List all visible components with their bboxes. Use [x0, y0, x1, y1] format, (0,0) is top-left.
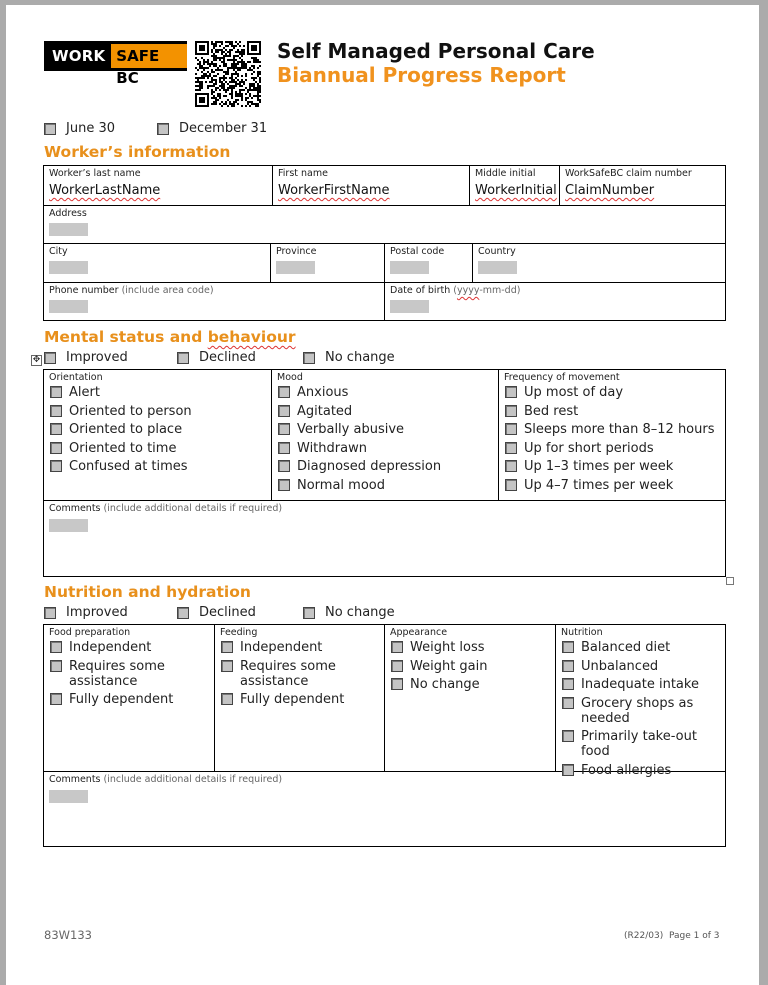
checkbox-option[interactable]	[50, 441, 192, 456]
worksafebc-logo	[44, 41, 187, 87]
nutrition-comments-hint: (include additional details if required)	[103, 774, 283, 785]
checkbox-option[interactable]	[50, 385, 192, 400]
movement-label: Frequency of movement	[504, 372, 620, 383]
option-label: Confused at times	[69, 459, 188, 474]
mental-improved-label: Improved	[66, 350, 128, 365]
nutrition-comments-field[interactable]	[49, 790, 88, 803]
option-checkbox[interactable]	[391, 660, 403, 672]
page-subtitle: Biannual Progress Report	[277, 63, 566, 87]
option-label: Fully dependent	[240, 692, 345, 707]
option-label: Primarily take-out food	[581, 729, 697, 759]
orientation-list	[50, 385, 192, 478]
nutrition-improved-option[interactable]	[44, 605, 128, 620]
postal-code-cell	[385, 244, 473, 283]
postal-code-field[interactable]	[390, 261, 429, 274]
document-page	[6, 5, 759, 985]
claim-number-field[interactable]: ClaimNumber	[565, 183, 655, 198]
nutrition-no-change-option[interactable]	[303, 605, 395, 620]
option-checkbox[interactable]	[562, 641, 574, 653]
mental-heading-behaviour: behaviour	[207, 328, 296, 346]
province-cell	[271, 244, 385, 283]
orientation-label: Orientation	[49, 372, 103, 383]
option-checkbox[interactable]	[391, 641, 403, 653]
checkbox-option[interactable]	[278, 422, 441, 437]
mental-declined-option[interactable]	[177, 350, 256, 365]
option-checkbox[interactable]	[505, 479, 517, 491]
mental-heading-main: Mental status and	[44, 328, 208, 346]
feeding-list	[221, 640, 344, 711]
nutrition-declined-checkbox[interactable]	[177, 607, 189, 619]
mental-comments-field[interactable]	[49, 519, 88, 532]
option-checkbox[interactable]	[505, 423, 517, 435]
mental-no-change-checkbox[interactable]	[303, 352, 315, 364]
feeding-cell	[215, 625, 385, 772]
option-label: Requires some assistance	[69, 658, 165, 689]
claim-number-cell	[560, 166, 726, 206]
province-field[interactable]	[276, 261, 315, 274]
option-checkbox[interactable]	[50, 693, 62, 705]
option-checkbox[interactable]	[505, 405, 517, 417]
phone-cell	[44, 283, 385, 321]
option-checkbox[interactable]	[50, 386, 62, 398]
checkbox-option[interactable]	[50, 659, 173, 689]
option-label: Up for short periods	[524, 440, 654, 456]
page-title: Self Managed Personal Care	[277, 39, 595, 63]
checkbox-option[interactable]	[505, 459, 715, 474]
checkbox-option[interactable]	[278, 441, 441, 456]
nutrition-comments-label-wrap	[49, 774, 282, 785]
food-prep-label: Food preparation	[49, 627, 131, 638]
nutrition-heading: Nutrition and hydration	[44, 583, 251, 601]
option-label: Sleeps more than 8–12 hours	[524, 422, 715, 437]
option-label: Verbally abusive	[297, 422, 405, 437]
revision-code: (R22/03)	[624, 931, 664, 941]
option-checkbox[interactable]	[221, 641, 233, 653]
checkbox-option[interactable]	[50, 692, 173, 707]
checkbox-option[interactable]	[221, 659, 344, 689]
mental-status-table	[43, 369, 726, 577]
nutrition-no-change-checkbox[interactable]	[303, 607, 315, 619]
country-label: Country	[478, 246, 516, 257]
checkbox-option[interactable]	[562, 640, 726, 655]
option-checkbox[interactable]	[562, 660, 574, 672]
option-checkbox[interactable]	[50, 442, 62, 454]
nutrition-comments-cell	[44, 772, 726, 847]
option-checkbox[interactable]	[278, 460, 290, 472]
checkbox-option[interactable]	[50, 640, 173, 655]
food-prep-cell	[44, 625, 215, 772]
option-checkbox[interactable]	[391, 678, 403, 690]
nutrition-col-list	[562, 640, 726, 781]
middle-initial-cell	[470, 166, 560, 206]
movement-list	[505, 385, 715, 496]
table-move-handle[interactable]: ✥	[32, 355, 41, 365]
nutrition-declined-label: Declined	[199, 605, 256, 620]
logo-work-text: WORK	[52, 47, 106, 65]
first-name-cell	[273, 166, 470, 206]
period-december-option[interactable]	[157, 121, 267, 136]
mood-list	[278, 385, 441, 496]
last-name-cell	[44, 166, 273, 206]
worker-info-heading: Worker’s information	[44, 143, 231, 161]
option-label: Unbalanced	[581, 658, 659, 674]
option-label: No change	[410, 677, 480, 692]
option-label: Independent	[69, 640, 152, 655]
june-label: June 30	[66, 121, 115, 136]
checkbox-option[interactable]	[278, 385, 441, 400]
mental-comments-label: Comments	[49, 503, 101, 514]
mental-status-heading	[44, 328, 296, 346]
december-checkbox[interactable]	[157, 123, 169, 135]
option-label: Agitated	[297, 403, 353, 419]
phone-label-wrap	[49, 285, 214, 296]
option-checkbox[interactable]	[278, 442, 290, 454]
feeding-label: Feeding	[220, 627, 258, 638]
option-checkbox[interactable]	[50, 641, 62, 653]
option-label: Fully dependent	[69, 692, 174, 707]
option-label: Bed rest	[524, 403, 579, 419]
checkbox-option[interactable]	[391, 677, 488, 692]
movement-cell	[499, 370, 726, 501]
appearance-list	[391, 640, 488, 696]
nutrition-col-label: Nutrition	[561, 627, 603, 638]
checkbox-option[interactable]	[505, 404, 715, 419]
province-label: Province	[276, 246, 317, 257]
checkbox-option[interactable]	[562, 696, 726, 726]
first-name-field[interactable]: WorkerFirstName	[278, 183, 390, 198]
country-field[interactable]	[478, 261, 517, 274]
checkbox-option[interactable]	[505, 422, 715, 437]
dob-hint-rest: -mm-dd)	[479, 285, 521, 296]
page-number: Page 1 of 3	[668, 931, 720, 941]
checkbox-option[interactable]	[50, 404, 192, 419]
dob-hint-open: (	[453, 285, 457, 296]
option-label: Oriented to place	[69, 422, 183, 437]
checkbox-option[interactable]	[562, 729, 726, 759]
claim-number-label: WorkSafeBC claim number	[565, 168, 692, 179]
option-checkbox[interactable]	[221, 660, 233, 672]
checkbox-option[interactable]	[221, 640, 344, 655]
checkbox-option[interactable]	[50, 422, 192, 437]
option-label: Requires some assistance	[240, 658, 336, 689]
nutrition-declined-option[interactable]	[177, 605, 256, 620]
middle-initial-label: Middle initial	[475, 168, 536, 179]
nutrition-improved-checkbox[interactable]	[44, 607, 56, 619]
logo-safe-text: SAFE BC	[111, 44, 187, 68]
phone-label: Phone number	[49, 285, 119, 296]
option-label: Food allergies	[581, 762, 672, 778]
postal-code-label: Postal code	[390, 246, 445, 257]
checkbox-option[interactable]	[391, 659, 488, 674]
first-name-label: First name	[278, 168, 328, 179]
mental-declined-checkbox[interactable]	[177, 352, 189, 364]
checkbox-option[interactable]	[562, 659, 726, 674]
dob-field[interactable]	[390, 300, 429, 313]
option-label: Weight gain	[410, 658, 488, 674]
option-checkbox[interactable]	[562, 678, 574, 690]
option-label: Independent	[240, 640, 323, 655]
mental-comments-hint: (include additional details if required)	[103, 503, 283, 514]
option-checkbox[interactable]	[50, 423, 62, 435]
option-label: Balanced diet	[581, 640, 671, 655]
appearance-label: Appearance	[390, 627, 448, 638]
checkbox-option[interactable]	[505, 441, 715, 456]
mental-improved-checkbox[interactable]	[44, 352, 56, 364]
checkbox-option[interactable]	[278, 478, 441, 493]
option-label: Oriented to person	[69, 403, 192, 419]
qr-code	[195, 41, 261, 107]
dob-cell	[385, 283, 726, 321]
option-checkbox[interactable]	[562, 730, 574, 742]
period-june-option[interactable]	[44, 121, 115, 136]
june-checkbox[interactable]	[44, 123, 56, 135]
last-name-field[interactable]: WorkerLastName	[49, 183, 161, 198]
checkbox-option[interactable]	[505, 478, 715, 493]
option-label: Up 4–7 times per week	[524, 477, 674, 493]
city-cell	[44, 244, 271, 283]
option-checkbox[interactable]	[562, 697, 574, 709]
option-checkbox[interactable]	[505, 460, 517, 472]
checkbox-option[interactable]	[278, 404, 441, 419]
table-resize-handle[interactable]	[726, 577, 734, 585]
option-label: Normal mood	[297, 477, 385, 493]
december-label: December 31	[179, 121, 268, 136]
city-field[interactable]	[49, 261, 88, 274]
option-checkbox[interactable]	[50, 660, 62, 672]
dob-label-wrap	[390, 285, 520, 296]
dob-hint	[453, 285, 520, 296]
worker-info-table	[43, 165, 726, 321]
mental-improved-option[interactable]	[44, 350, 128, 365]
option-label: Grocery shops as needed	[581, 695, 694, 726]
option-checkbox[interactable]	[278, 405, 290, 417]
option-label: Inadequate intake	[581, 677, 699, 692]
option-checkbox[interactable]	[221, 693, 233, 705]
orientation-cell	[44, 370, 272, 501]
checkbox-option[interactable]	[391, 640, 488, 655]
form-id: 83W133	[44, 928, 92, 942]
checkbox-option[interactable]	[278, 459, 441, 474]
phone-field[interactable]	[49, 300, 88, 313]
dob-hint-year: yyyy	[456, 285, 480, 296]
option-label: Withdrawn	[297, 440, 367, 456]
option-label: Up most of day	[524, 385, 624, 400]
option-label: Up 1–3 times per week	[524, 459, 674, 474]
phone-hint: (include area code)	[121, 285, 214, 296]
option-label: Anxious	[297, 385, 349, 400]
last-name-label: Worker’s last name	[49, 168, 141, 179]
food-prep-list	[50, 640, 173, 711]
nutrition-no-change-label: No change	[325, 605, 395, 620]
appearance-cell	[385, 625, 556, 772]
address-label: Address	[49, 208, 87, 219]
option-checkbox[interactable]	[278, 479, 290, 491]
option-checkbox[interactable]	[50, 405, 62, 417]
nutrition-comments-label: Comments	[49, 774, 101, 785]
mood-label: Mood	[277, 372, 303, 383]
checkbox-option[interactable]	[221, 692, 344, 707]
checkbox-option[interactable]	[50, 459, 192, 474]
city-label: City	[49, 246, 68, 257]
option-label: Alert	[69, 385, 100, 400]
page-footer	[624, 931, 719, 941]
middle-initial-field[interactable]: WorkerInitial	[475, 183, 557, 198]
nutrition-improved-label: Improved	[66, 605, 128, 620]
mental-comments-cell	[44, 501, 726, 577]
mental-no-change-option[interactable]	[303, 350, 395, 365]
option-checkbox[interactable]	[505, 442, 517, 454]
mental-comments-label-wrap	[49, 503, 282, 514]
option-label: Diagnosed depression	[297, 459, 442, 474]
mental-no-change-label: No change	[325, 350, 395, 365]
option-checkbox[interactable]	[50, 460, 62, 472]
option-checkbox[interactable]	[278, 423, 290, 435]
mood-cell	[272, 370, 499, 501]
mental-declined-label: Declined	[199, 350, 256, 365]
option-checkbox[interactable]	[505, 386, 517, 398]
option-checkbox[interactable]	[278, 386, 290, 398]
nutrition-col-cell	[556, 625, 726, 778]
nutrition-table	[43, 624, 726, 847]
address-cell	[44, 206, 726, 244]
checkbox-option[interactable]	[562, 677, 726, 692]
dob-label: Date of birth	[390, 285, 451, 296]
option-label: Weight loss	[410, 640, 485, 655]
country-cell	[473, 244, 726, 283]
checkbox-option[interactable]	[505, 385, 715, 400]
address-field[interactable]	[49, 223, 88, 236]
option-label: Oriented to time	[69, 440, 177, 456]
